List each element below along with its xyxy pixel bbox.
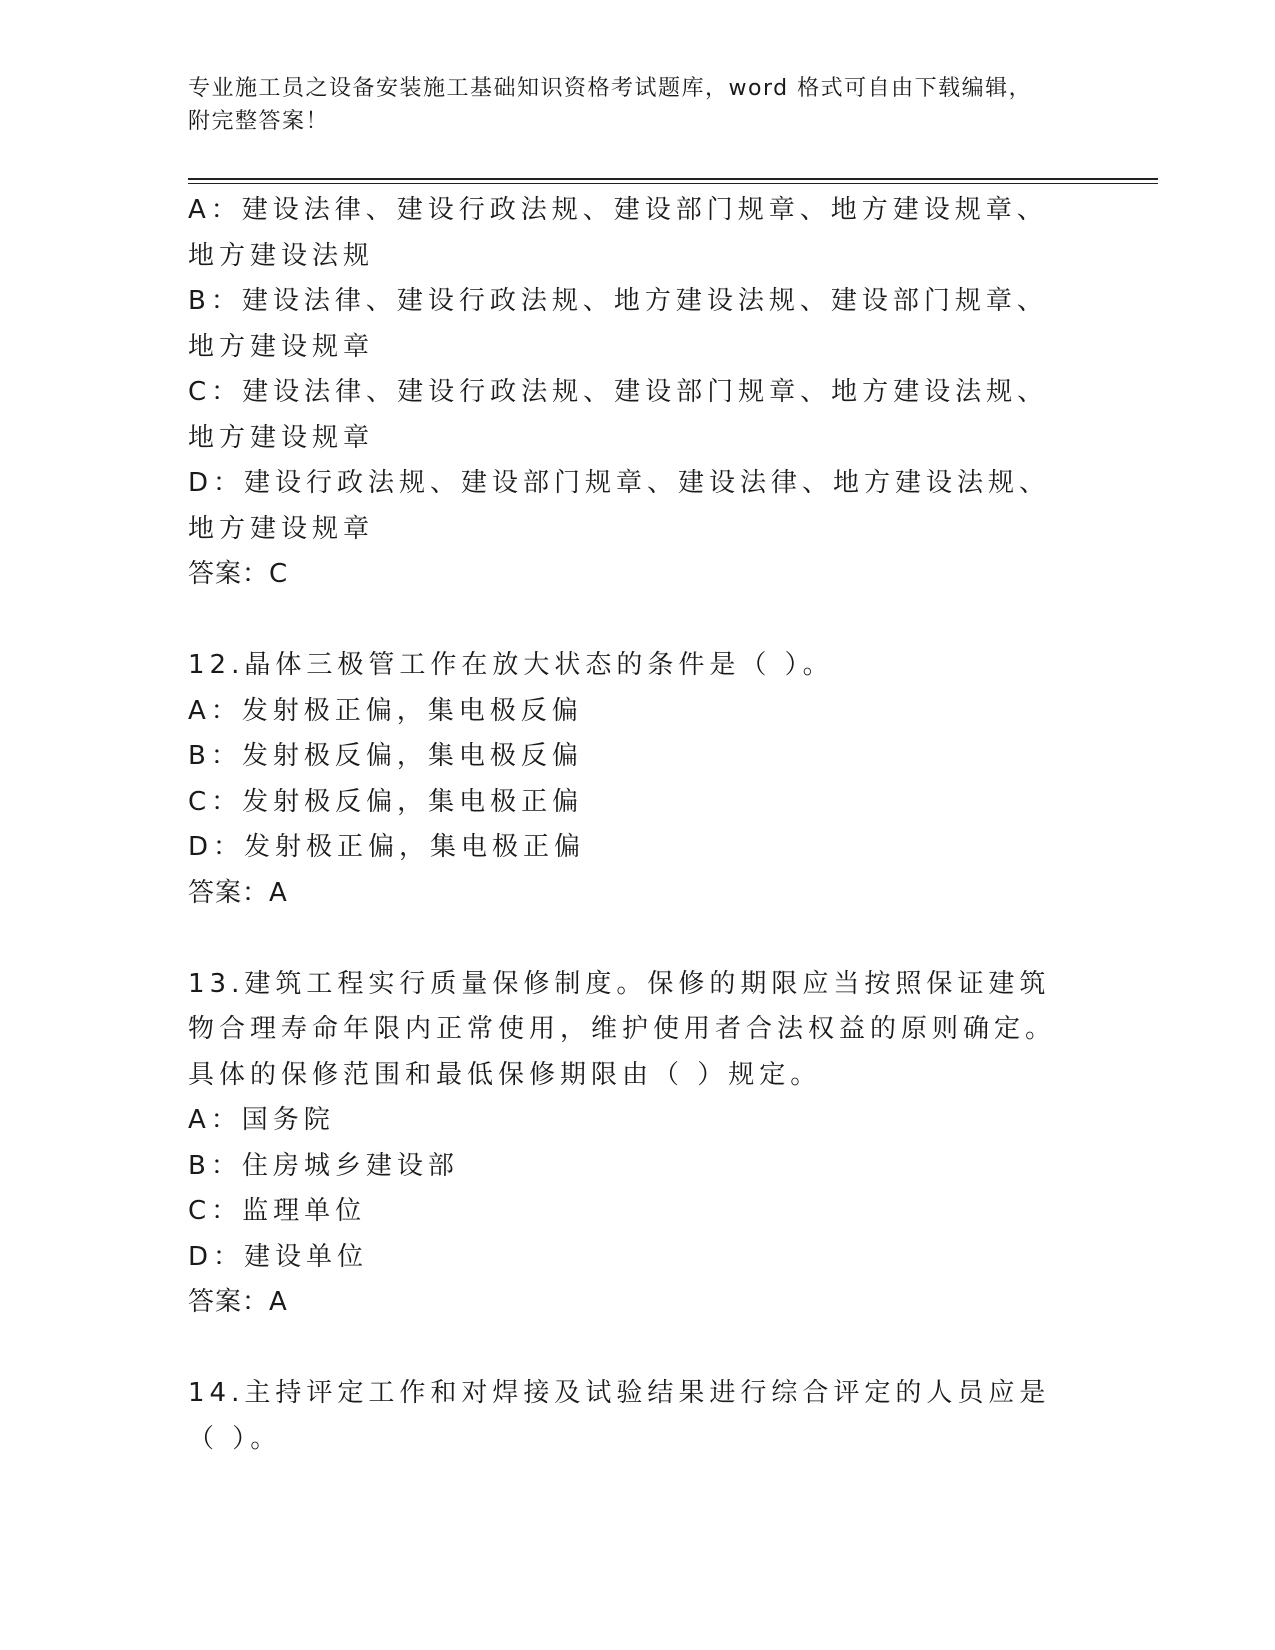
option-c: C：建设法律、建设行政法规、建设部门规章、地方建设法规、地方建设规章 — [188, 377, 1049, 453]
option-a: A：建设法律、建设行政法规、建设部门规章、地方建设规章、地方建设法规 — [188, 195, 1048, 271]
option-b: B：建设法律、建设行政法规、地方建设法规、建设部门规章、地方建设规章 — [188, 286, 1048, 362]
question-11 — [188, 188, 1078, 598]
question-14 — [188, 1371, 1078, 1462]
header-line-2: 附完整答案！ — [188, 109, 330, 134]
option-d: D：建设单位 — [188, 1241, 369, 1272]
option-d: D：建设行政法规、建设部门规章、建设法律、地方建设法规、地方建设规章 — [188, 468, 1051, 544]
answer: 答案：A — [188, 1287, 288, 1317]
document-header — [188, 72, 1068, 138]
option-c: C：发射极反偏，集电极正偏 — [188, 786, 584, 817]
header-rule-thin — [188, 183, 1158, 184]
option-c: C：监理单位 — [188, 1196, 367, 1226]
spacer — [188, 1326, 1078, 1372]
header-rule-thick — [188, 178, 1158, 180]
option-b: B：住房城乡建设部 — [188, 1150, 459, 1181]
question-text: 14.主持评定工作和对焊接及试验结果进行综合评定的人员应是（ ）。 — [188, 1378, 1051, 1454]
option-d: D：发射极正偏，集电极正偏 — [188, 832, 586, 862]
spacer — [188, 598, 1078, 644]
header-line-1: 专业施工员之设备安装施工基础知识资格考试题库，word 格式可自由下载编辑， — [188, 76, 1033, 101]
question-13 — [188, 962, 1078, 1326]
spacer — [188, 916, 1078, 962]
option-a: A：发射极正偏，集电极反偏 — [188, 695, 583, 726]
question-text: 12.晶体三极管工作在放大状态的条件是（ ）。 — [188, 650, 834, 680]
question-content — [188, 188, 1078, 1462]
option-b: B：发射极反偏，集电极反偏 — [188, 741, 583, 771]
question-text: 13.建筑工程实行质量保修制度。保修的期限应当按照保证建筑物合理寿命年限内正常使用，维护使用者合法权益的原则确定。具体的保修范围和最低保修期限由（ ）规定。 — [188, 968, 1057, 1090]
question-12 — [188, 643, 1078, 916]
option-a: A：国务院 — [188, 1105, 335, 1135]
answer: 答案：A — [188, 877, 288, 908]
answer: 答案：C — [188, 559, 289, 589]
